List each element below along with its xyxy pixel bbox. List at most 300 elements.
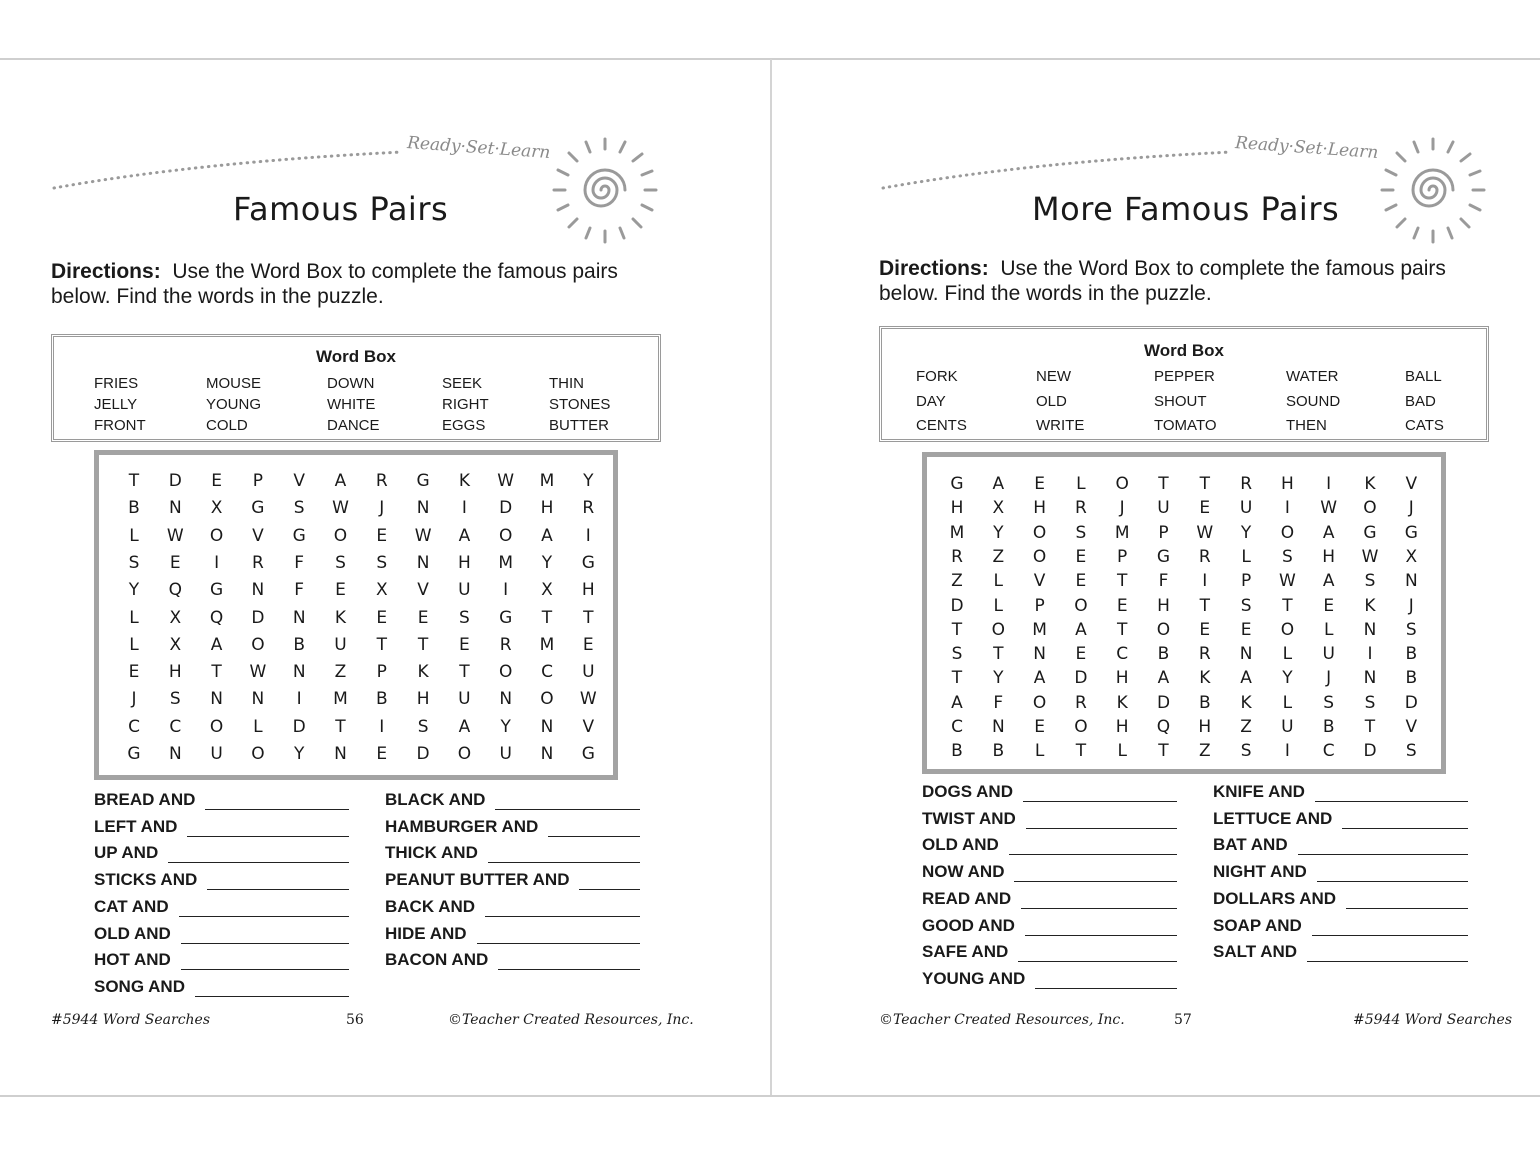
grid-letter: C [169,716,182,737]
grid-letter: W [1278,571,1296,592]
grid-letter: A [1157,668,1170,689]
answer-blank[interactable] [1026,828,1177,829]
grid-letter: S [1364,571,1376,592]
grid-letter: T [1075,741,1087,762]
grid-letter: F [1158,571,1169,592]
grid-letter: O [498,525,513,546]
grid-letter: N [292,662,306,683]
grid-letter: O [251,634,265,655]
grid-letter: A [1322,571,1335,592]
spread-bottom-edge [0,1095,1540,1097]
grid-letter: O [1115,474,1129,494]
sun-spiral-icon [550,135,660,245]
grid-letter: N [1239,644,1253,665]
answer-blank[interactable] [207,889,349,890]
grid-letter: E [376,744,388,764]
answer-blank[interactable] [181,943,349,944]
answer-blank[interactable] [1298,854,1468,855]
grid-letter: O [251,744,265,764]
grid-letter: E [1240,619,1252,640]
grid-letter: N [334,744,347,764]
grid-letter: N [251,580,265,601]
grid-letter: J [1408,595,1414,616]
grid-letter: E [169,552,181,573]
grid-letter: N [251,689,265,710]
word-box-word: TOMATO [1154,417,1217,434]
grid-letter: A [1322,522,1335,543]
grid-letter: Z [334,662,347,683]
word-box-column [442,373,489,436]
grid-letter: N [1363,619,1377,640]
directions-text: Use the Word Box to complete the famous pairs below. Find the words in the puzzle. [51,260,618,308]
grid-letter: U [334,634,347,655]
grid-letter: K [1364,474,1376,494]
grid-letter: N [210,689,223,710]
word-box-word: MOUSE [206,375,262,392]
grid-letter: D [1156,692,1171,713]
word-search-grid [922,452,1446,774]
word-search-grid [94,450,618,780]
word-box-word: WRITE [1036,417,1085,434]
grid-letter: N [1404,571,1418,592]
grid-letter: L [129,634,139,655]
clue-label: YOUNG AND [922,968,1026,988]
grid-letter: C [1116,644,1129,665]
grid-letter: H [1115,717,1129,737]
grid-letter: O [540,689,554,710]
word-box-word: CENTS [916,417,967,434]
grid-letter: T [459,662,470,683]
grid-letter: V [417,580,429,601]
grid-letter: O [498,662,513,683]
grid-letter: L [1117,741,1127,762]
grid-letter: V [252,525,264,546]
grid-letter: U [1281,717,1294,737]
grid-letter: U [210,744,223,764]
grid-letter: O [209,716,224,737]
grid-letter: O [209,525,224,546]
grid-letter: K [1240,692,1252,713]
word-box-column [1405,365,1444,439]
answer-blank[interactable] [195,996,349,997]
grid-letter: X [1405,546,1418,567]
grid-letter: F [294,552,305,573]
footer-right: #5944 Word Searches [1353,1012,1513,1028]
word-box-word: COLD [206,417,248,434]
answer-blank[interactable] [187,836,349,837]
grid-letter: I [296,689,302,710]
grid-letter: N [416,498,430,519]
grid-letter: N [1363,668,1377,689]
grid-letter: J [1326,668,1332,689]
grid-letter: X [541,580,553,601]
answer-blank[interactable] [1346,908,1468,909]
page-number: 56 [346,1012,364,1028]
grid-letter: W [414,525,432,546]
grid-letter: R [1074,498,1087,519]
grid-letter: D [416,744,430,764]
grid-letter: E [128,662,140,683]
grid-letter: U [1157,498,1170,519]
grid-letter: Z [992,546,1005,567]
page-title: Famous Pairs [233,190,449,228]
grid-letter: T [211,662,222,683]
grid-letter: R [1198,644,1211,665]
grid-letter: W [1196,522,1214,543]
grid-letter: E [417,607,429,628]
grid-letter: U [458,689,471,710]
grid-letter: K [1116,692,1128,713]
grid-letter: K [334,607,347,628]
directions [879,256,1499,306]
grid-letter: G [581,552,595,573]
answer-blank[interactable] [179,916,349,917]
clue-label: READ AND [922,888,1012,908]
grid-letter: L [1282,692,1293,713]
grid-letter: E [211,471,222,491]
grid-letter: G [251,498,265,519]
grid-letter: P [1240,571,1252,592]
grid-letter: O [1280,522,1295,543]
word-box-word: PEPPER [1154,368,1215,385]
answer-blank[interactable] [1307,961,1468,962]
grid-letter: W [497,471,515,491]
grid-letter: I [585,525,591,546]
word-box-word: THEN [1286,417,1327,434]
answer-blank[interactable] [477,943,640,944]
grid-letter: O [1156,619,1171,640]
grid-letter: H [168,662,182,683]
grid-letter: T [1199,474,1210,494]
grid-letter: K [1199,668,1211,689]
answer-blank[interactable] [205,809,349,810]
word-box-word: SHOUT [1154,392,1207,410]
grid-letter: S [376,552,388,573]
clue-label: OLD AND [94,923,171,943]
grid-letter: N [168,498,182,519]
grid-letter: S [128,552,140,573]
page-title: More Famous Pairs [1032,190,1340,228]
grid-letter: D [499,498,513,519]
dotted-swoosh [879,142,1239,192]
grid-letter: B [951,741,963,762]
grid-letter: K [417,662,429,683]
answer-blank[interactable] [548,836,640,837]
grid-letter: I [1367,644,1373,665]
grid-letter: C [1322,741,1335,762]
clue-label: DOGS AND [922,782,1013,801]
grid-letter: E [1034,717,1045,737]
grid-letter: T [1116,571,1128,592]
grid-letter: J [131,689,137,710]
word-box-word: SEEK [442,375,483,392]
grid-letter: N [991,717,1005,737]
grid-letter: T [1364,717,1376,737]
grid-letter: S [1240,741,1252,762]
grid-letter: S [1364,692,1376,713]
grid-letter: L [1076,474,1086,494]
grid-letter: Y [541,552,553,573]
grid-letter: O [1032,546,1047,567]
grid-letter: O [457,744,472,764]
grid-letter: U [1322,644,1335,665]
grid-letter: Z [1198,741,1211,762]
grid-letter: F [993,692,1004,713]
answer-blank[interactable] [485,916,640,917]
grid-letter: I [1284,741,1290,762]
grid-letter: T [1158,474,1169,494]
answer-blank[interactable] [1021,908,1177,909]
grid-letter: R [1240,474,1252,494]
grid-letter: D [168,471,182,491]
answer-blank[interactable] [1014,881,1177,882]
answer-blank[interactable] [1312,935,1468,936]
grid-letter: H [1115,668,1129,689]
grid-letter: E [582,634,594,655]
clue-label: HIDE AND [385,923,467,943]
grid-letter: B [1322,717,1335,737]
grid-letter: A [334,471,347,491]
grid-letter: A [1240,668,1252,689]
answer-blank[interactable] [1025,935,1177,936]
word-box [51,334,661,442]
answer-blank[interactable] [495,809,640,810]
grid-letter: P [1117,546,1128,567]
grid-letter: P [376,662,387,683]
grid-letter: B [293,634,306,655]
grid-letter: T [541,607,553,628]
answer-blank[interactable] [1035,988,1177,989]
grid-letter: U [1239,498,1253,519]
answer-blank[interactable] [1009,854,1177,855]
grid-letter: G [950,474,964,494]
grid-letter: L [1241,546,1251,567]
clue-label: BAT AND [1213,835,1288,855]
grid-letter: Y [500,716,511,737]
word-box-title: Word Box [1144,341,1224,360]
footer-left: ©Teacher Created Resources, Inc. [879,1012,1125,1028]
clue-label: HOT AND [94,950,171,970]
grid-letter: I [379,716,385,737]
grid-letter: W [332,498,349,519]
grid-letter: R [499,634,512,655]
word-box-word: RIGHT [442,396,489,413]
grid-letter: S [169,689,181,710]
grid-letter: H [1157,595,1170,616]
grid-letter: K [1364,595,1376,616]
clue-label: THICK AND [385,843,478,863]
grid-letter: G [1156,546,1171,567]
grid-letter: E [1323,595,1335,616]
grid-letter: H [1198,717,1212,737]
grid-letter: G [1363,522,1377,543]
word-box-word: SOUND [1286,392,1341,410]
answer-blank[interactable] [1315,801,1468,802]
grid-letter: G [581,744,595,764]
grid-letter: L [1323,619,1334,640]
grid-letter: M [539,471,555,491]
clue-label: BLACK AND [385,790,486,809]
clue-label: CAT AND [94,896,169,916]
word-box-word: DOWN [327,375,375,392]
grid-letter: O [333,525,348,546]
grid-letter: E [459,634,470,655]
word-box-word: BALL [1405,368,1442,385]
grid-letter: E [1075,546,1087,567]
clue-label: PEANUT BUTTER AND [385,870,570,890]
grid-letter: J [1408,498,1414,519]
grid-letter: E [1075,644,1087,665]
grid-letter: Q [1156,717,1171,737]
clue-label: NIGHT AND [1213,862,1307,882]
grid-letter: V [1405,474,1418,494]
word-box-word: DAY [916,392,946,410]
grid-letter: A [210,634,223,655]
grid-letter: M [949,522,965,543]
page-number: 57 [1174,1012,1192,1028]
grid-letter: B [1198,692,1211,713]
grid-letter: M [539,634,555,655]
grid-letter: T [951,619,963,640]
word-box-title: Word Box [316,347,396,366]
grid-letter: P [1158,522,1169,543]
clue-label: OLD AND [922,835,999,855]
word-box-word: FRIES [94,375,139,392]
grid-letter: T [417,634,429,655]
grid-letter: X [992,498,1005,519]
word-box-word: NEW [1036,368,1071,385]
grid-letter: A [992,474,1005,494]
grid-letter: I [503,580,509,601]
brand-logo-text: Ready·Set·Learn [1234,133,1379,163]
grid-letter: G [210,580,224,601]
grid-letter: F [294,580,305,601]
grid-letter: O [1074,717,1088,737]
grid-letter: T [583,607,594,628]
grid-letter: L [1034,741,1045,762]
grid-letter: Z [1240,717,1252,737]
grid-letter: Y [993,522,1004,543]
grid-letter: K [458,471,470,491]
grid-letter: S [293,498,305,519]
grid-letter: A [1033,668,1046,689]
grid-letter: G [1404,522,1418,543]
grid-letter: L [1282,644,1293,665]
grid-letter: B [375,689,388,710]
grid-letter: O [1363,498,1377,519]
grid-letter: G [127,744,141,764]
grid-letter: I [1326,474,1332,494]
answer-blank[interactable] [168,862,349,863]
grid-letter: S [1075,522,1087,543]
grid-letter: A [541,525,553,546]
grid-letter: M [498,552,514,573]
clue-label: SAFE AND [922,942,1009,962]
directions-label: Directions: [879,257,989,280]
grid-letter: E [1199,498,1211,519]
answer-blank[interactable] [498,969,640,970]
grid-letter: H [1280,474,1294,494]
grid-letter: Y [1282,668,1293,689]
answer-blank[interactable] [1023,801,1177,802]
footer-right: ©Teacher Created Resources, Inc. [448,1012,694,1028]
grid-letter: S [951,644,963,665]
grid-letter: A [1075,619,1087,640]
word-box-column [1286,365,1340,439]
word-box-word: CATS [1405,417,1444,434]
grid-letter: W [166,525,184,546]
grid-letter: D [251,607,265,628]
grid-letter: W [1361,546,1379,567]
word-box [879,326,1489,442]
grid-letter: L [129,607,139,628]
answer-blank[interactable] [1317,881,1468,882]
answer-blank[interactable] [181,969,349,970]
grid-letter: W [249,662,267,683]
grid-letter: S [1281,546,1293,567]
grid-letter: A [458,525,471,546]
grid-letter: H [540,498,554,519]
grid-letter: T [376,634,387,655]
word-box-column [1154,365,1217,439]
grid-letter: J [379,498,385,519]
grid-letter: D [292,716,306,737]
grid-letter: N [416,552,430,573]
grid-letter: L [993,571,1004,592]
grid-letter: T [1282,595,1293,616]
grid-letter: M [333,689,348,710]
grid-letter: G [292,525,306,546]
grid-letter: R [375,471,388,491]
word-box-word: BUTTER [549,417,609,434]
clue-label: STICKS AND [94,870,198,890]
footer-left: #5944 Word Searches [51,1012,211,1028]
clue-label: TWIST AND [922,808,1016,828]
answer-blank[interactable] [1018,961,1177,962]
grid-letter: G [499,607,513,628]
grid-letter: S [1405,619,1417,640]
grid-letter: R [251,552,264,573]
grid-letter: U [582,662,595,683]
grid-letter: E [1034,474,1045,494]
grid-letter: C [128,716,140,737]
page-57 [772,60,1540,1095]
clue-label: GOOD AND [922,915,1015,935]
word-box-word: WHITE [327,396,376,413]
grid-letter: D [1074,668,1088,689]
answer-blank[interactable] [488,862,640,863]
answer-blank[interactable] [1342,828,1468,829]
word-box-column [327,373,380,436]
grid-letter: I [1284,498,1290,519]
grid-letter: Y [293,744,305,764]
answer-blank[interactable] [579,889,640,890]
grid-letter: T [1116,619,1128,640]
grid-letter: B [992,741,1005,762]
grid-letter: T [993,644,1004,665]
grid-letter: H [581,580,595,601]
grid-letter: T [1199,595,1210,616]
grid-letter: R [951,546,963,567]
grid-letter: Y [1240,522,1252,543]
grid-letter: I [214,552,220,573]
grid-letter: D [950,595,964,616]
clue-label: SOAP AND [1213,915,1302,935]
grid-letter: D [1404,692,1418,713]
grid-letter: U [458,580,471,601]
grid-letter: A [951,692,963,713]
clue-label: BREAD AND [94,790,196,809]
